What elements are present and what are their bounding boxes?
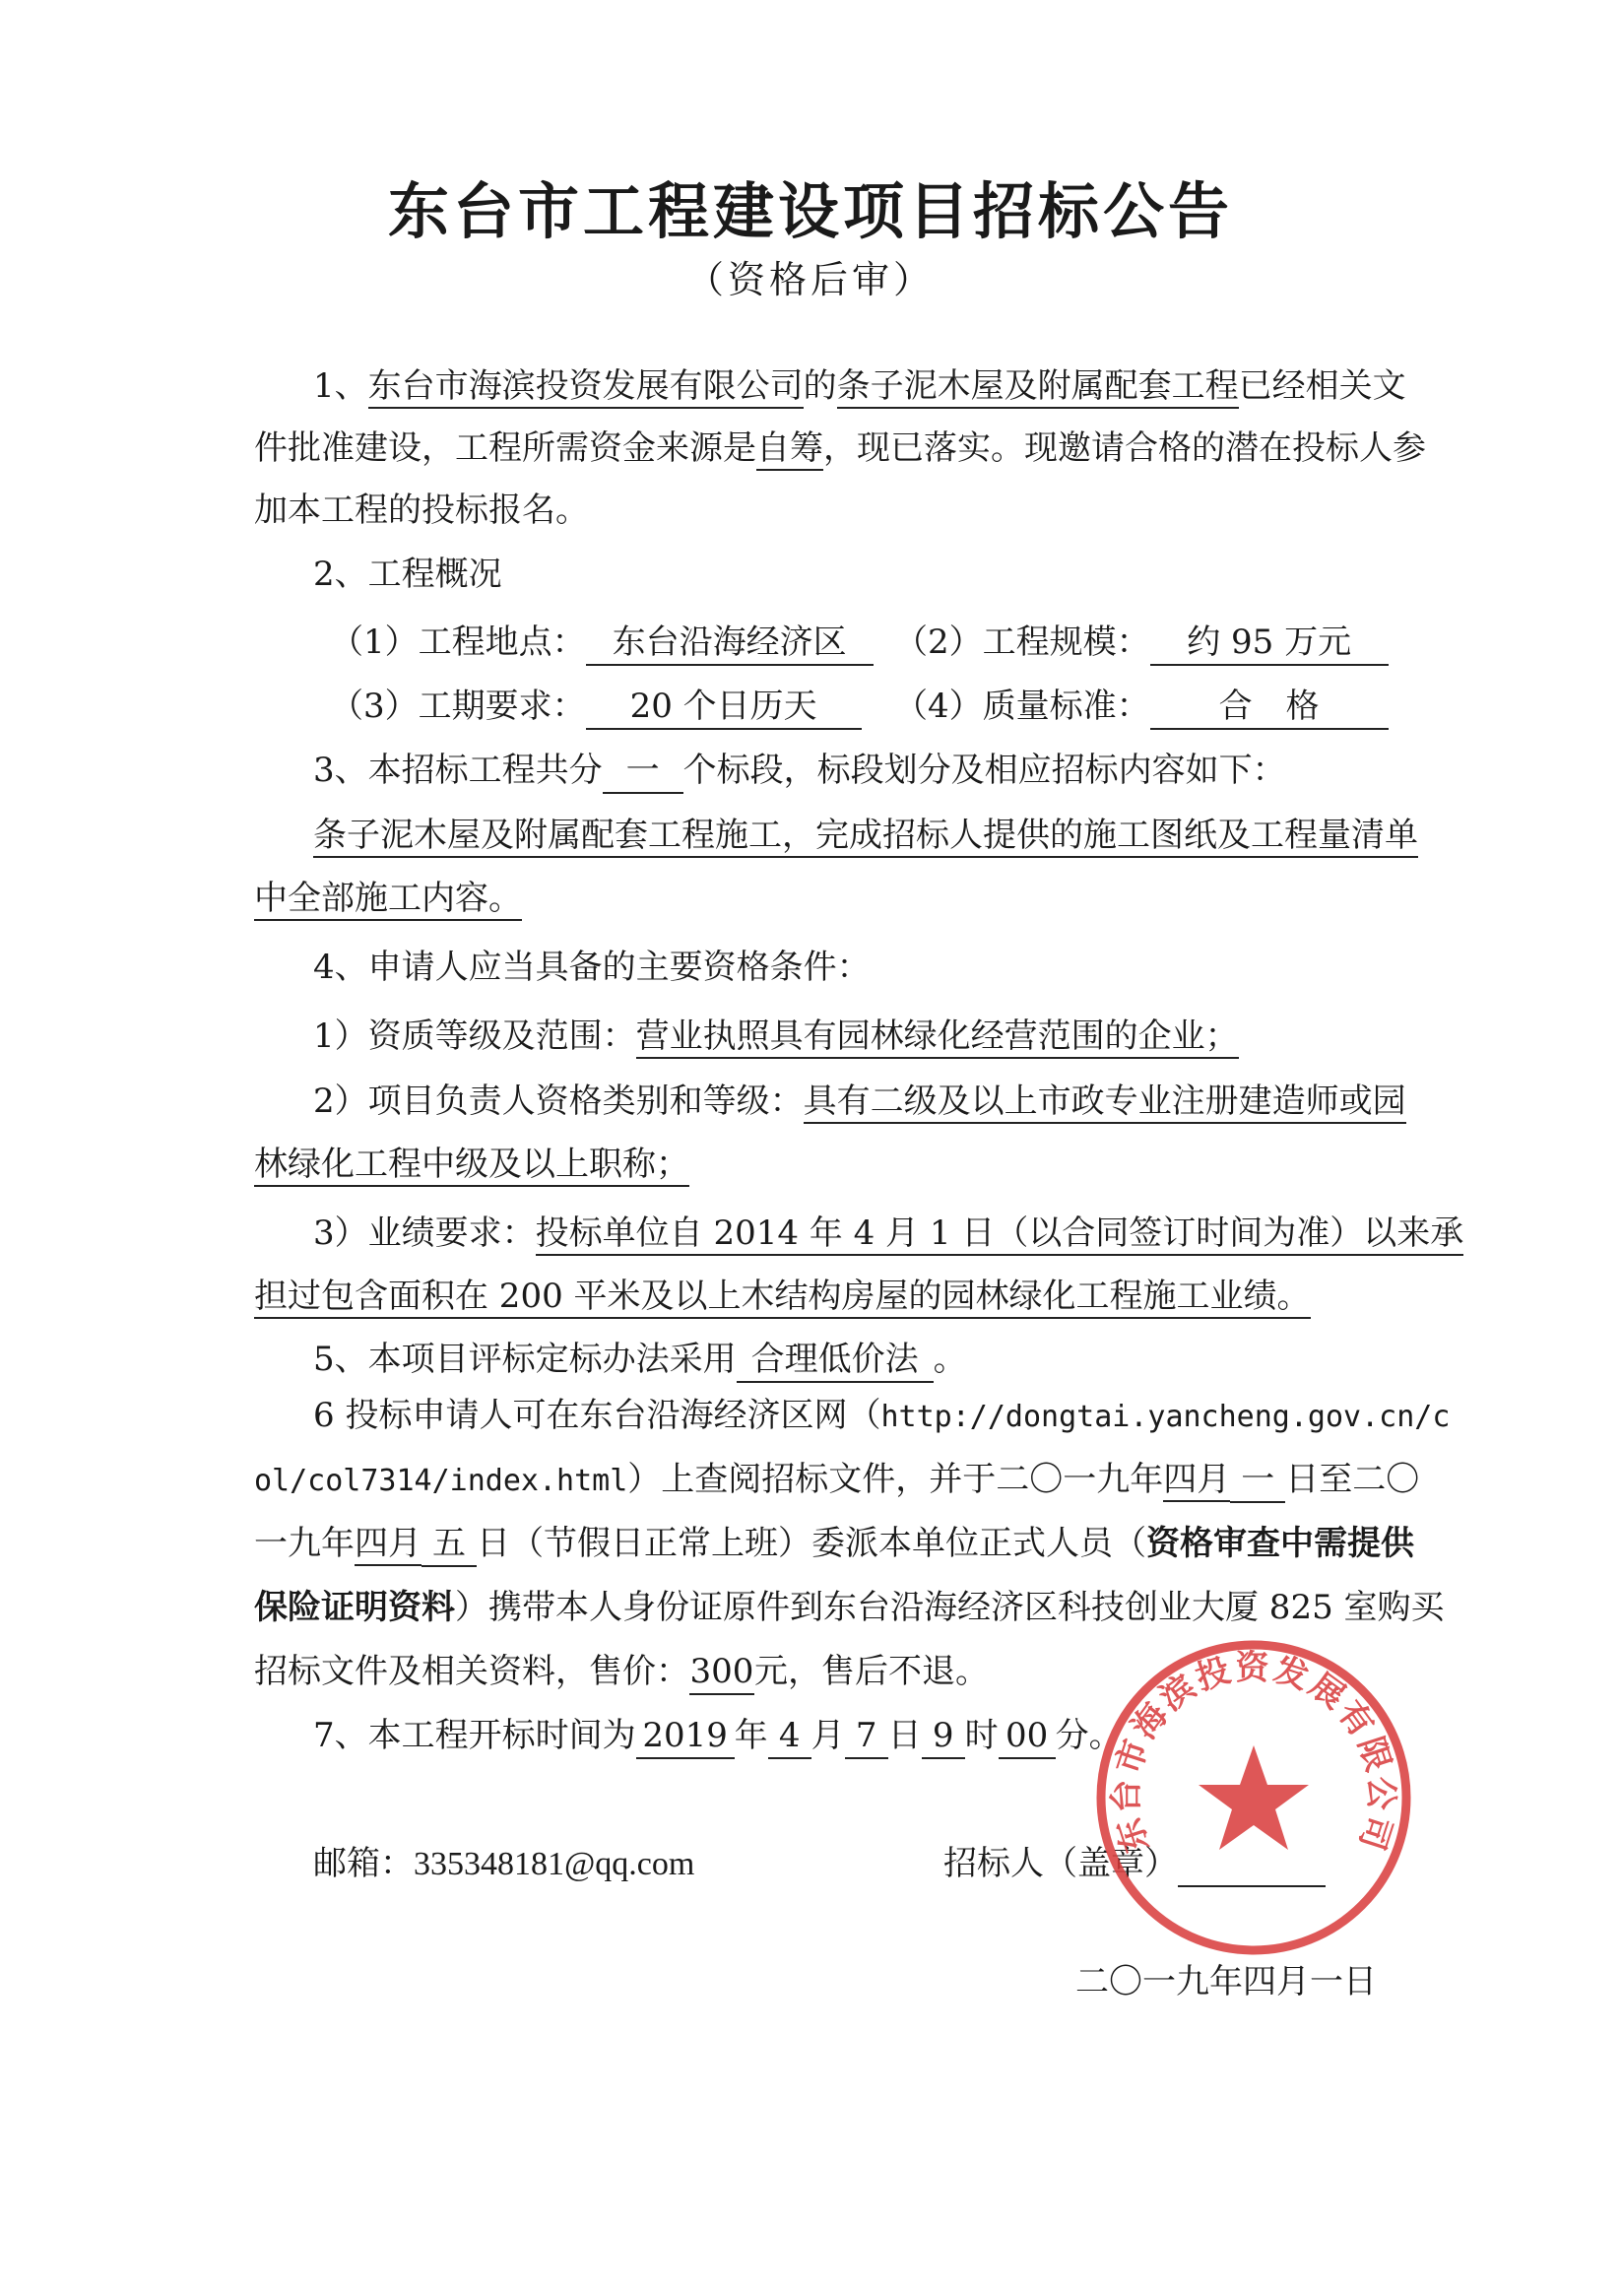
section-6-line-3 bbox=[254, 1522, 1414, 1567]
qualification-3-cont bbox=[254, 1275, 1311, 1318]
text: 3、本招标工程共分 bbox=[313, 751, 603, 790]
period-row bbox=[330, 685, 862, 730]
section-7 bbox=[313, 1714, 1123, 1759]
qual-2-value: 具有二级及以上市政专业注册建造师或园 bbox=[804, 1082, 1406, 1124]
qual-1-label: 1）资质等级及范围： bbox=[313, 1017, 636, 1056]
email-row bbox=[313, 1842, 694, 1886]
project-scale-row bbox=[894, 621, 1389, 666]
qualification-1 bbox=[313, 1015, 1239, 1058]
qual-3-label: 3）业绩要求： bbox=[313, 1214, 536, 1253]
evaluation-method: 合理低价法 bbox=[737, 1338, 934, 1383]
text: 月 bbox=[810, 1716, 845, 1755]
text: 日 bbox=[887, 1716, 922, 1755]
text: 日（节假日正常上班）委派本单位正式人员（ bbox=[477, 1524, 1146, 1563]
text: 的 bbox=[803, 366, 837, 406]
opening-month: 4 bbox=[768, 1714, 811, 1759]
section-6-line-4 bbox=[254, 1586, 1445, 1629]
tender-scope: 条子泥木屋及附属配套工程施工，完成招标人提供的施工图纸及工程量清单 bbox=[313, 816, 1418, 858]
document-title: 东台市工程建设项目招标公告 bbox=[387, 175, 1233, 247]
section-count: 一 bbox=[603, 749, 683, 794]
project-name: 条子泥木屋及附属配套工程 bbox=[837, 366, 1239, 409]
start-month: 四月 bbox=[1163, 1460, 1230, 1502]
tender-scope-cont: 中全部施工内容。 bbox=[254, 879, 522, 921]
project-location-row bbox=[330, 621, 874, 666]
insurance-note-cont: 保险证明资料 bbox=[254, 1588, 455, 1627]
quality-row bbox=[894, 685, 1389, 730]
document-price: 300 bbox=[689, 1650, 754, 1695]
owner-name: 东台市海滨投资发展有限公司 bbox=[368, 366, 804, 409]
start-day: 一 bbox=[1230, 1458, 1285, 1503]
qual-3-value-cont: 担过包含面积在 200 平米及以上木结构房屋的园林绿化工程施工业绩。 bbox=[254, 1277, 1311, 1319]
section-6-line-2 bbox=[254, 1458, 1419, 1503]
insurance-note: 资格审查中需提供 bbox=[1146, 1524, 1414, 1563]
section-1-number: 1、 bbox=[313, 366, 368, 406]
qual-3-value: 投标单位自 2014 年 4 月 1 日（以合同签订时间为准）以来承 bbox=[536, 1214, 1464, 1256]
text: 年 bbox=[734, 1716, 768, 1755]
section-4-heading: 4、申请人应当具备的主要资格条件： bbox=[313, 948, 871, 987]
text: ，现已落实。现邀请合格的潜在投标人参 bbox=[823, 428, 1426, 468]
section-3-content-1 bbox=[313, 814, 1418, 857]
section-3-line-1 bbox=[313, 749, 1286, 794]
text: 元，售后不退。 bbox=[754, 1652, 989, 1691]
section-6-line-1 bbox=[313, 1394, 1450, 1439]
period-label: （3）工期要求： bbox=[330, 687, 586, 726]
email-address[interactable]: 335348181@qq.com bbox=[414, 1846, 695, 1882]
section-5 bbox=[313, 1338, 967, 1383]
section-3-content-2 bbox=[254, 877, 522, 920]
qual-2-label: 2）项目负责人资格类别和等级： bbox=[313, 1082, 804, 1121]
company-seal bbox=[1091, 1635, 1416, 1960]
qualification-2 bbox=[313, 1080, 1406, 1123]
opening-year: 2019 bbox=[636, 1714, 735, 1759]
text: 日至二〇 bbox=[1285, 1460, 1420, 1499]
qual-2-value-cont: 林绿化工程中级及以上职称； bbox=[254, 1145, 689, 1187]
opening-minute: 00 bbox=[999, 1714, 1056, 1759]
period-value: 20 个日历天 bbox=[586, 685, 862, 730]
section-2-heading: 2、工程概况 bbox=[313, 555, 502, 594]
text: 已经相关文 bbox=[1238, 366, 1406, 406]
email-label: 邮箱： bbox=[313, 1844, 414, 1883]
opening-hour: 9 bbox=[922, 1714, 965, 1759]
scale-label: （2）工程规模： bbox=[894, 623, 1150, 662]
quality-label: （4）质量标准： bbox=[894, 687, 1150, 726]
qual-1-value: 营业执照具有园林绿化经营范围的企业； bbox=[636, 1017, 1239, 1059]
document-subtitle: （资格后审） bbox=[685, 258, 935, 301]
section-1-line-1 bbox=[313, 364, 1406, 408]
location-label: （1）工程地点： bbox=[330, 623, 586, 662]
text: 7、本工程开标时间为 bbox=[313, 1716, 636, 1755]
text: 个标段，标段划分及相应招标内容如下： bbox=[682, 751, 1286, 790]
opening-day: 7 bbox=[845, 1714, 888, 1759]
end-month: 四月 bbox=[355, 1524, 421, 1566]
website-url-cont[interactable]: ol/col7314/index.html bbox=[254, 1464, 628, 1498]
text: 6 投标申请人可在东台沿海经济区网（ bbox=[313, 1396, 881, 1435]
text: ）携带本人身份证原件到东台沿海经济区科技创业大厦 825 室购买 bbox=[455, 1588, 1445, 1627]
qualification-3 bbox=[313, 1212, 1463, 1255]
section-1-line-2 bbox=[254, 426, 1426, 470]
text: 件批准建设，工程所需资金来源是 bbox=[254, 428, 756, 468]
fund-source: 自筹 bbox=[756, 428, 823, 471]
text: 时 bbox=[964, 1716, 999, 1755]
text: 招标文件及相关资料，售价： bbox=[254, 1652, 689, 1691]
quality-value: 合 格 bbox=[1150, 685, 1389, 730]
text: 一九年 bbox=[254, 1524, 355, 1563]
section-6-line-5 bbox=[254, 1650, 989, 1695]
qualification-2-cont bbox=[254, 1143, 689, 1186]
website-url[interactable]: http://dongtai.yancheng.gov.cn/c bbox=[880, 1400, 1451, 1434]
text: 分。 bbox=[1055, 1716, 1123, 1755]
tenderer-label: 招标人（盖章） bbox=[943, 1844, 1178, 1883]
notice-date: 二〇一九年四月一日 bbox=[1075, 1962, 1377, 2001]
location-value: 东台沿海经济区 bbox=[586, 621, 874, 666]
text: 5、本项目评标定标办法采用 bbox=[313, 1340, 737, 1379]
scale-value: 约 95 万元 bbox=[1150, 621, 1389, 666]
section-1-line-3: 加本工程的投标报名。 bbox=[254, 491, 589, 530]
text: 。 bbox=[933, 1340, 967, 1379]
text: ）上查阅招标文件，并于二〇一九年 bbox=[627, 1460, 1164, 1499]
end-day: 五 bbox=[421, 1522, 477, 1567]
svg-text:东台市海滨投资发展有限公司: 东台市海滨投资发展有限公司 bbox=[1106, 1648, 1401, 1858]
